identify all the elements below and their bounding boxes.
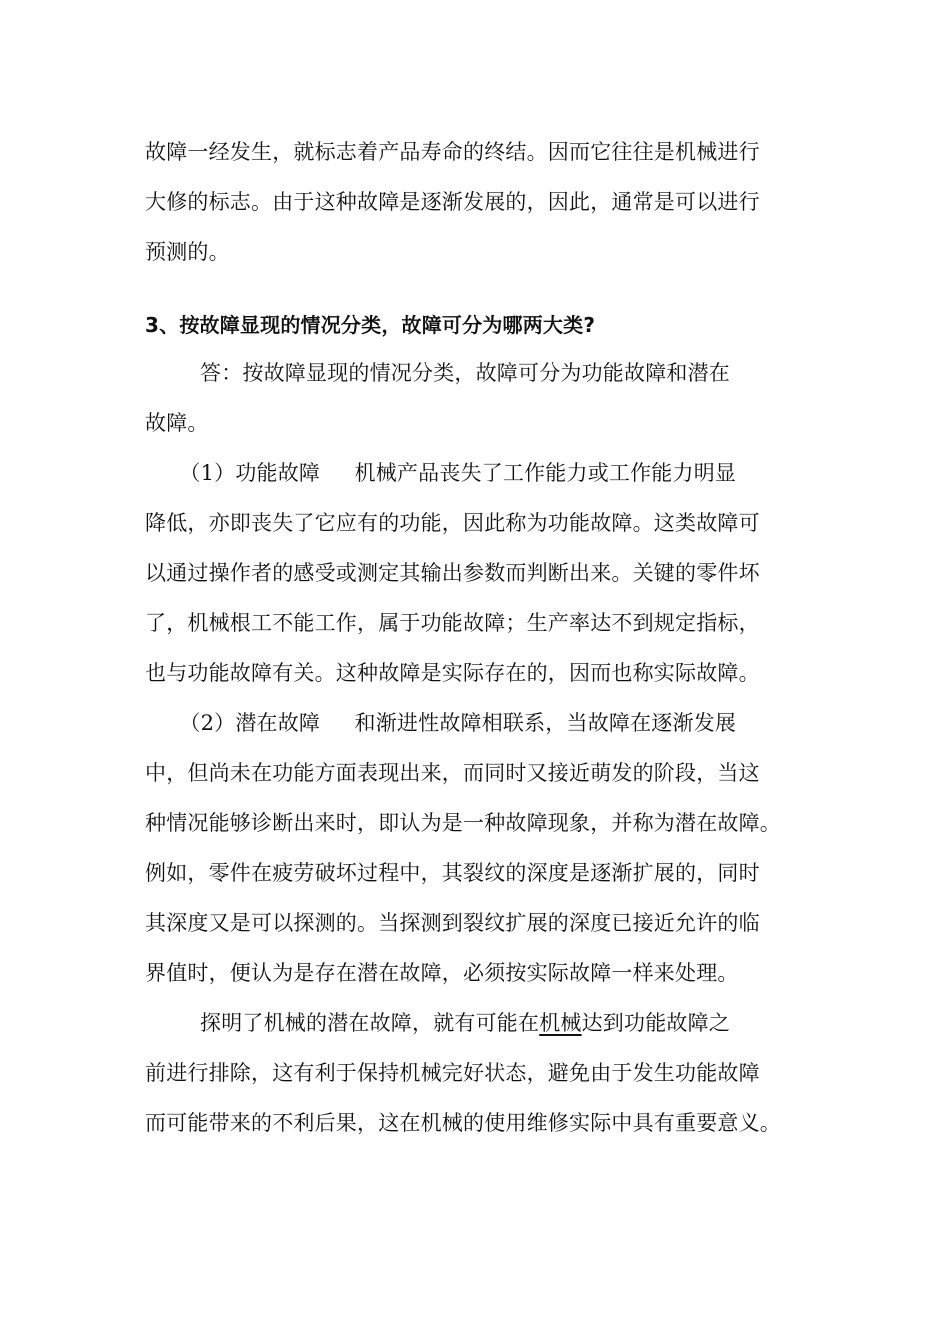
functional-failure-line: （1）功能故障 机械产品丧失了工作能力或工作能力明显	[145, 461, 737, 485]
functional-failure-line: 降低，亦即丧失了它应有的功能，因此称为功能故障。这类故障可	[145, 511, 760, 535]
conclusion-line: 而可能带来的不利后果，这在机械的使用维修实际中具有重要意义。	[145, 1111, 781, 1135]
underlined-term: 机械	[539, 1011, 582, 1035]
answer-text-line: 答：按故障显现的情况分类，故障可分为功能故障和潜在	[145, 361, 730, 385]
latent-failure-line: 例如，零件在疲劳破坏过程中，其裂纹的深度是逐渐扩展的，同时	[145, 861, 760, 885]
question-heading: 3、按故障显现的情况分类，故障可分为哪两大类?	[145, 313, 596, 337]
functional-failure-line: 以通过操作者的感受或测定其输出参数而判断出来。关键的零件坏	[145, 561, 760, 585]
conclusion-text: 探明了机械的潜在故障，就有可能在	[145, 1011, 540, 1035]
latent-failure-line: （2）潜在故障 和渐进性故障相联系，当故障在逐渐发展	[145, 711, 737, 735]
answer-text-line: 故障。	[145, 411, 209, 435]
conclusion-text: 达到功能故障之	[581, 1011, 731, 1035]
functional-failure-line: 也与功能故障有关。这种故障是实际存在的，因而也称实际故障。	[145, 661, 760, 685]
conclusion-line	[145, 1008, 825, 1038]
latent-failure-line: 种情况能够诊断出来时，即认为是一种故障现象，并称为潜在故障。	[145, 811, 781, 835]
body-text-line: 故障一经发生，就标志着产品寿命的终结。因而它往往是机械进行	[145, 140, 760, 164]
functional-failure-line: 了，机械根工不能工作，属于功能故障；生产率达不到规定指标，	[145, 611, 760, 635]
latent-failure-line: 其深度又是可以探测的。当探测到裂纹扩展的深度已接近允许的临	[145, 911, 760, 935]
conclusion-line: 前进行排除，这有利于保持机械完好状态，避免由于发生功能故障	[145, 1061, 760, 1085]
latent-failure-line: 中，但尚未在功能方面表现出来，而同时又接近萌发的阶段，当这	[145, 761, 760, 785]
body-text-line: 大修的标志。由于这种故障是逐渐发展的，因此，通常是可以进行	[145, 190, 760, 214]
body-text-line: 预测的。	[145, 240, 230, 264]
latent-failure-line: 界值时，便认为是存在潜在故障，必须按实际故障一样来处理。	[145, 961, 739, 985]
